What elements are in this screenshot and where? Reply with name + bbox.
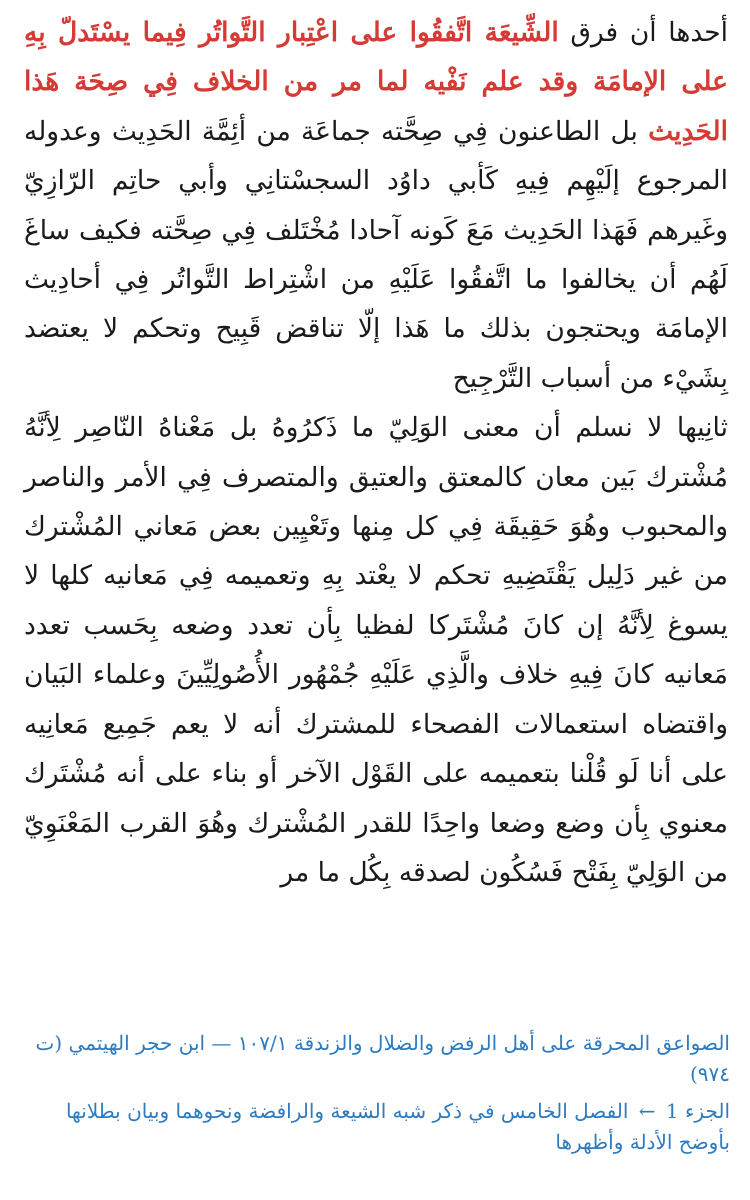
source-citation-link[interactable]: الصواعق المحرقة على أهل الرفض والضلال والزندقة ١٠٧/١ — ابن حجر الهيتمي (ت ٩٧٤): [35, 1031, 730, 1086]
paragraph-first-argument: [24, 8, 728, 403]
highlighted-passage: الشِّيعَة اتَّفقُوا على اعْتِبار التَّواتُر فِيما يسْتَدلّ بِهِ على الإمامَة وقد علم نَفْيه لما مر من الخلاف فِي صِحَة هَذا الحَدِيث: [24, 17, 728, 147]
main-text: [24, 8, 728, 897]
chapter-breadcrumb: [22, 1096, 730, 1158]
arrow-left-icon: ←: [638, 1099, 656, 1123]
paragraph-intro: أحدها أن فرق: [558, 17, 728, 48]
chapter-link[interactable]: الفصل الخامس في ذكر شبه الشيعة والرافضة ونحوهما وبيان بطلانها بأوضح الأدلة وأظهرها: [65, 1099, 730, 1154]
footnotes: [22, 1028, 730, 1164]
part-link[interactable]: الجزء 1: [665, 1099, 730, 1123]
paragraph-second-argument: ثانِيها لا نسلم أن معنى الوَلِيّ ما ذَكرُوهُ بل مَعْناهُ النّاصِر لِأنَّهُ مُشْترك بَين معان كالمعتق والعتيق والمتصرف فِي الأمر والناصر والمحبوب وهُوَ حَقِيقَة فِي كل مِنها وتَعْيِين بعض مَعاني المُشْترك من غير دَلِيل يَقْتَضِيهِ تحكم لا يعْتد بِهِ وتعميمه فِي مَعانيه كلها لا يسوغ لِأنَّهُ إن كانَ مُشْتَركا لفظيا بِأن تعدد وضعه بِحَسب تعدد مَعانيه كانَ فِيهِ خلاف والَّذِي عَلَيْهِ جُمْهُور الأُصُولِيِّينَ وعلماء البَيان واقتضاه استعمالات الفصحاء للمشترك أنه لا يعم جَمِيع مَعانِيه على أنا لَو قُلْنا بتعميمه على القَوْل الآخر أو بناء على أنه مُشْتَرك معنوي بِأن وضع وضعا واحِدًا للقدر المُشْترك وهُوَ القرب المَعْنَوِيّ من الوَلِيّ بِفَتْح فَسُكُون لصدقه بِكُل ما مر: [24, 412, 728, 888]
source-citation: [22, 1028, 730, 1090]
paragraph-body: بل الطاعنون فِي صِحَّته جماعَة من أئِمَّة الحَدِيث وعدوله المرجوع إلَيْهِم فِيهِ كَأبي داوُد السجسْتانِي وأبي حاتِم الرّازِيّ وغَيرهم فَهَذا الحَدِيث مَعَ كَونه آحادا مُخْتَلف فِي صِحَّته فكيف ساغَ لَهُم أن يخالفوا ما اتَّفقُوا عَلَيْهِ من اشْتِراط التَّواتُر فِي أحادِيث الإمامَة ويحتجون بذلك ما هَذا إلّا تناقض قَبِيح وتحكم لا يعتضد بِشَيْء من أسباب التَّرْجِيح: [24, 115, 728, 394]
